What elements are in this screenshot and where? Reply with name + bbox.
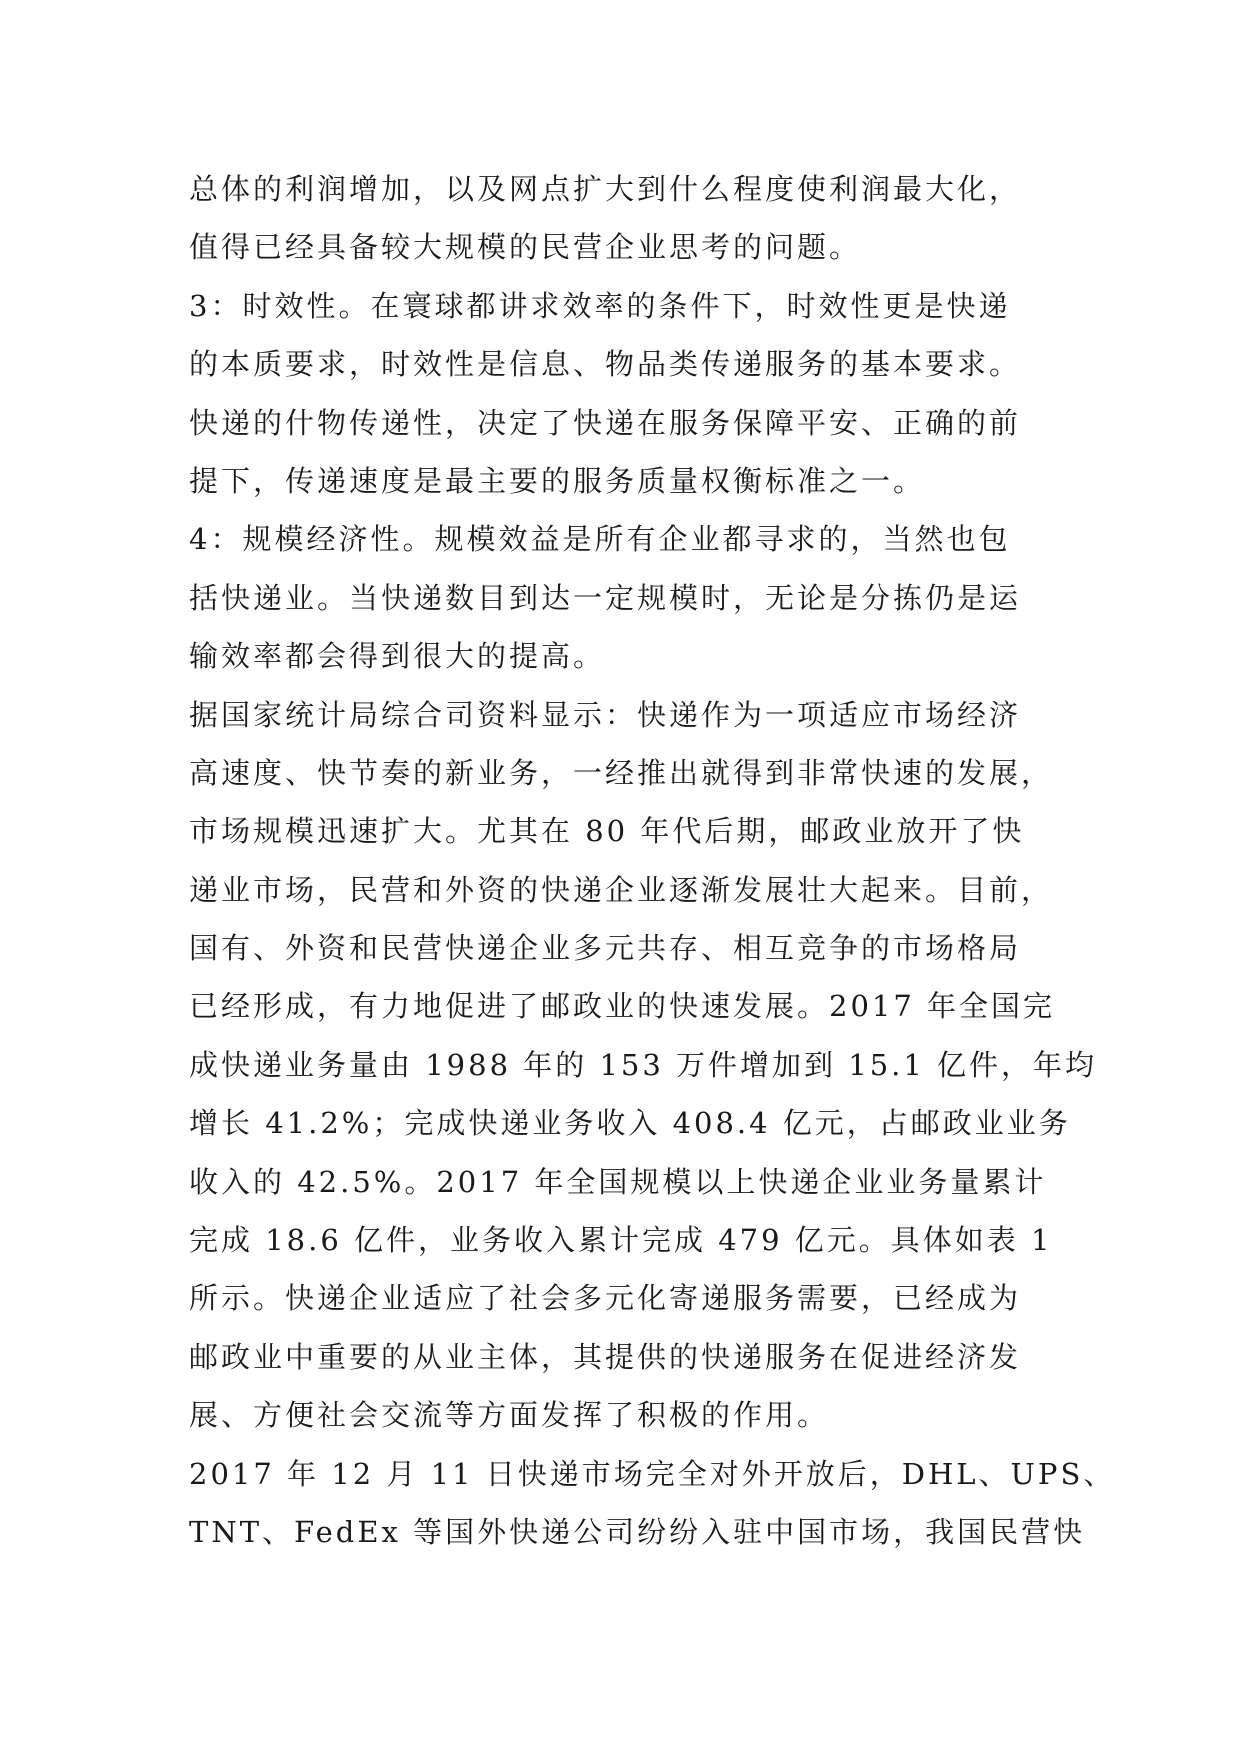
text-line: 收入的 42.5%。2017 年全国规模以上快递企业业务量累计 (189, 1164, 1047, 1199)
text-line: 的本质要求，时效性是信息、物品类传递服务的基本要求。 (189, 347, 1022, 382)
text-line: 括快递业。当快递数目到达一定规模时，无论是分拣仍是运 (189, 580, 1022, 615)
text-line: 值得已经具备较大规模的民营企业思考的问题。 (189, 230, 862, 265)
text-line: 输效率都会得到很大的提高。 (189, 639, 606, 674)
body-text (189, 160, 1116, 1561)
text-line: 据国家统计局综合司资料显示：快递作为一项适应市场经济 (189, 697, 1022, 732)
text-line: 高速度、快节奏的新业务，一经推出就得到非常快速的发展， (189, 755, 1054, 790)
text-line: 总体的利润增加，以及网点扩大到什么程度使利润最大化， (189, 172, 1022, 206)
text-line: 已经形成，有力地促进了邮政业的快速发展。2017 年全国完 (189, 989, 1056, 1024)
text-line: 成快递业务量由 1988 年的 153 万件增加到 15.1 亿件，年均 (189, 1047, 1098, 1082)
text-line: 所示。快递企业适应了社会多元化寄递服务需要，已经成为 (189, 1281, 1022, 1316)
text-line: 3：时效性。在寰球都讲求效率的条件下，时效性更是快递 (189, 288, 1011, 323)
text-line: 完成 18.6 亿件，业务收入累计完成 479 亿元。具体如表 1 (189, 1223, 1053, 1258)
text-line: 递业市场，民营和外资的快递企业逐渐发展壮大起来。目前， (189, 872, 1054, 907)
text-line: 邮政业中重要的从业主体，其提供的快递服务在促进经济发 (189, 1339, 1022, 1374)
text-line: 提下，传递速度是最主要的服务质量权衡标准之一。 (189, 463, 926, 498)
text-line: 增长 41.2%；完成快递业务收入 408.4 亿元，占邮政业业务 (189, 1106, 1071, 1141)
text-line: 展、方便社会交流等方面发挥了积极的作用。 (189, 1398, 830, 1433)
text-line: 快递的什物传递性，决定了快递在服务保障平安、正确的前 (189, 405, 1022, 440)
text-line: TNT、FedEx 等国外快递公司纷纷入驻中国市场，我国民营快 (189, 1514, 1086, 1549)
text-line: 市场规模迅速扩大。尤其在 80 年代后期，邮政业放开了快 (189, 814, 1025, 849)
text-line: 国有、外资和民营快递企业多元共存、相互竞争的市场格局 (189, 931, 1022, 966)
text-line: 4：规模经济性。规模效益是所有企业都寻求的，当然也包 (189, 522, 1011, 557)
text-line: 2017 年 12 月 11 日快递市场完全对外开放后，DHL、UPS、 (189, 1456, 1116, 1491)
